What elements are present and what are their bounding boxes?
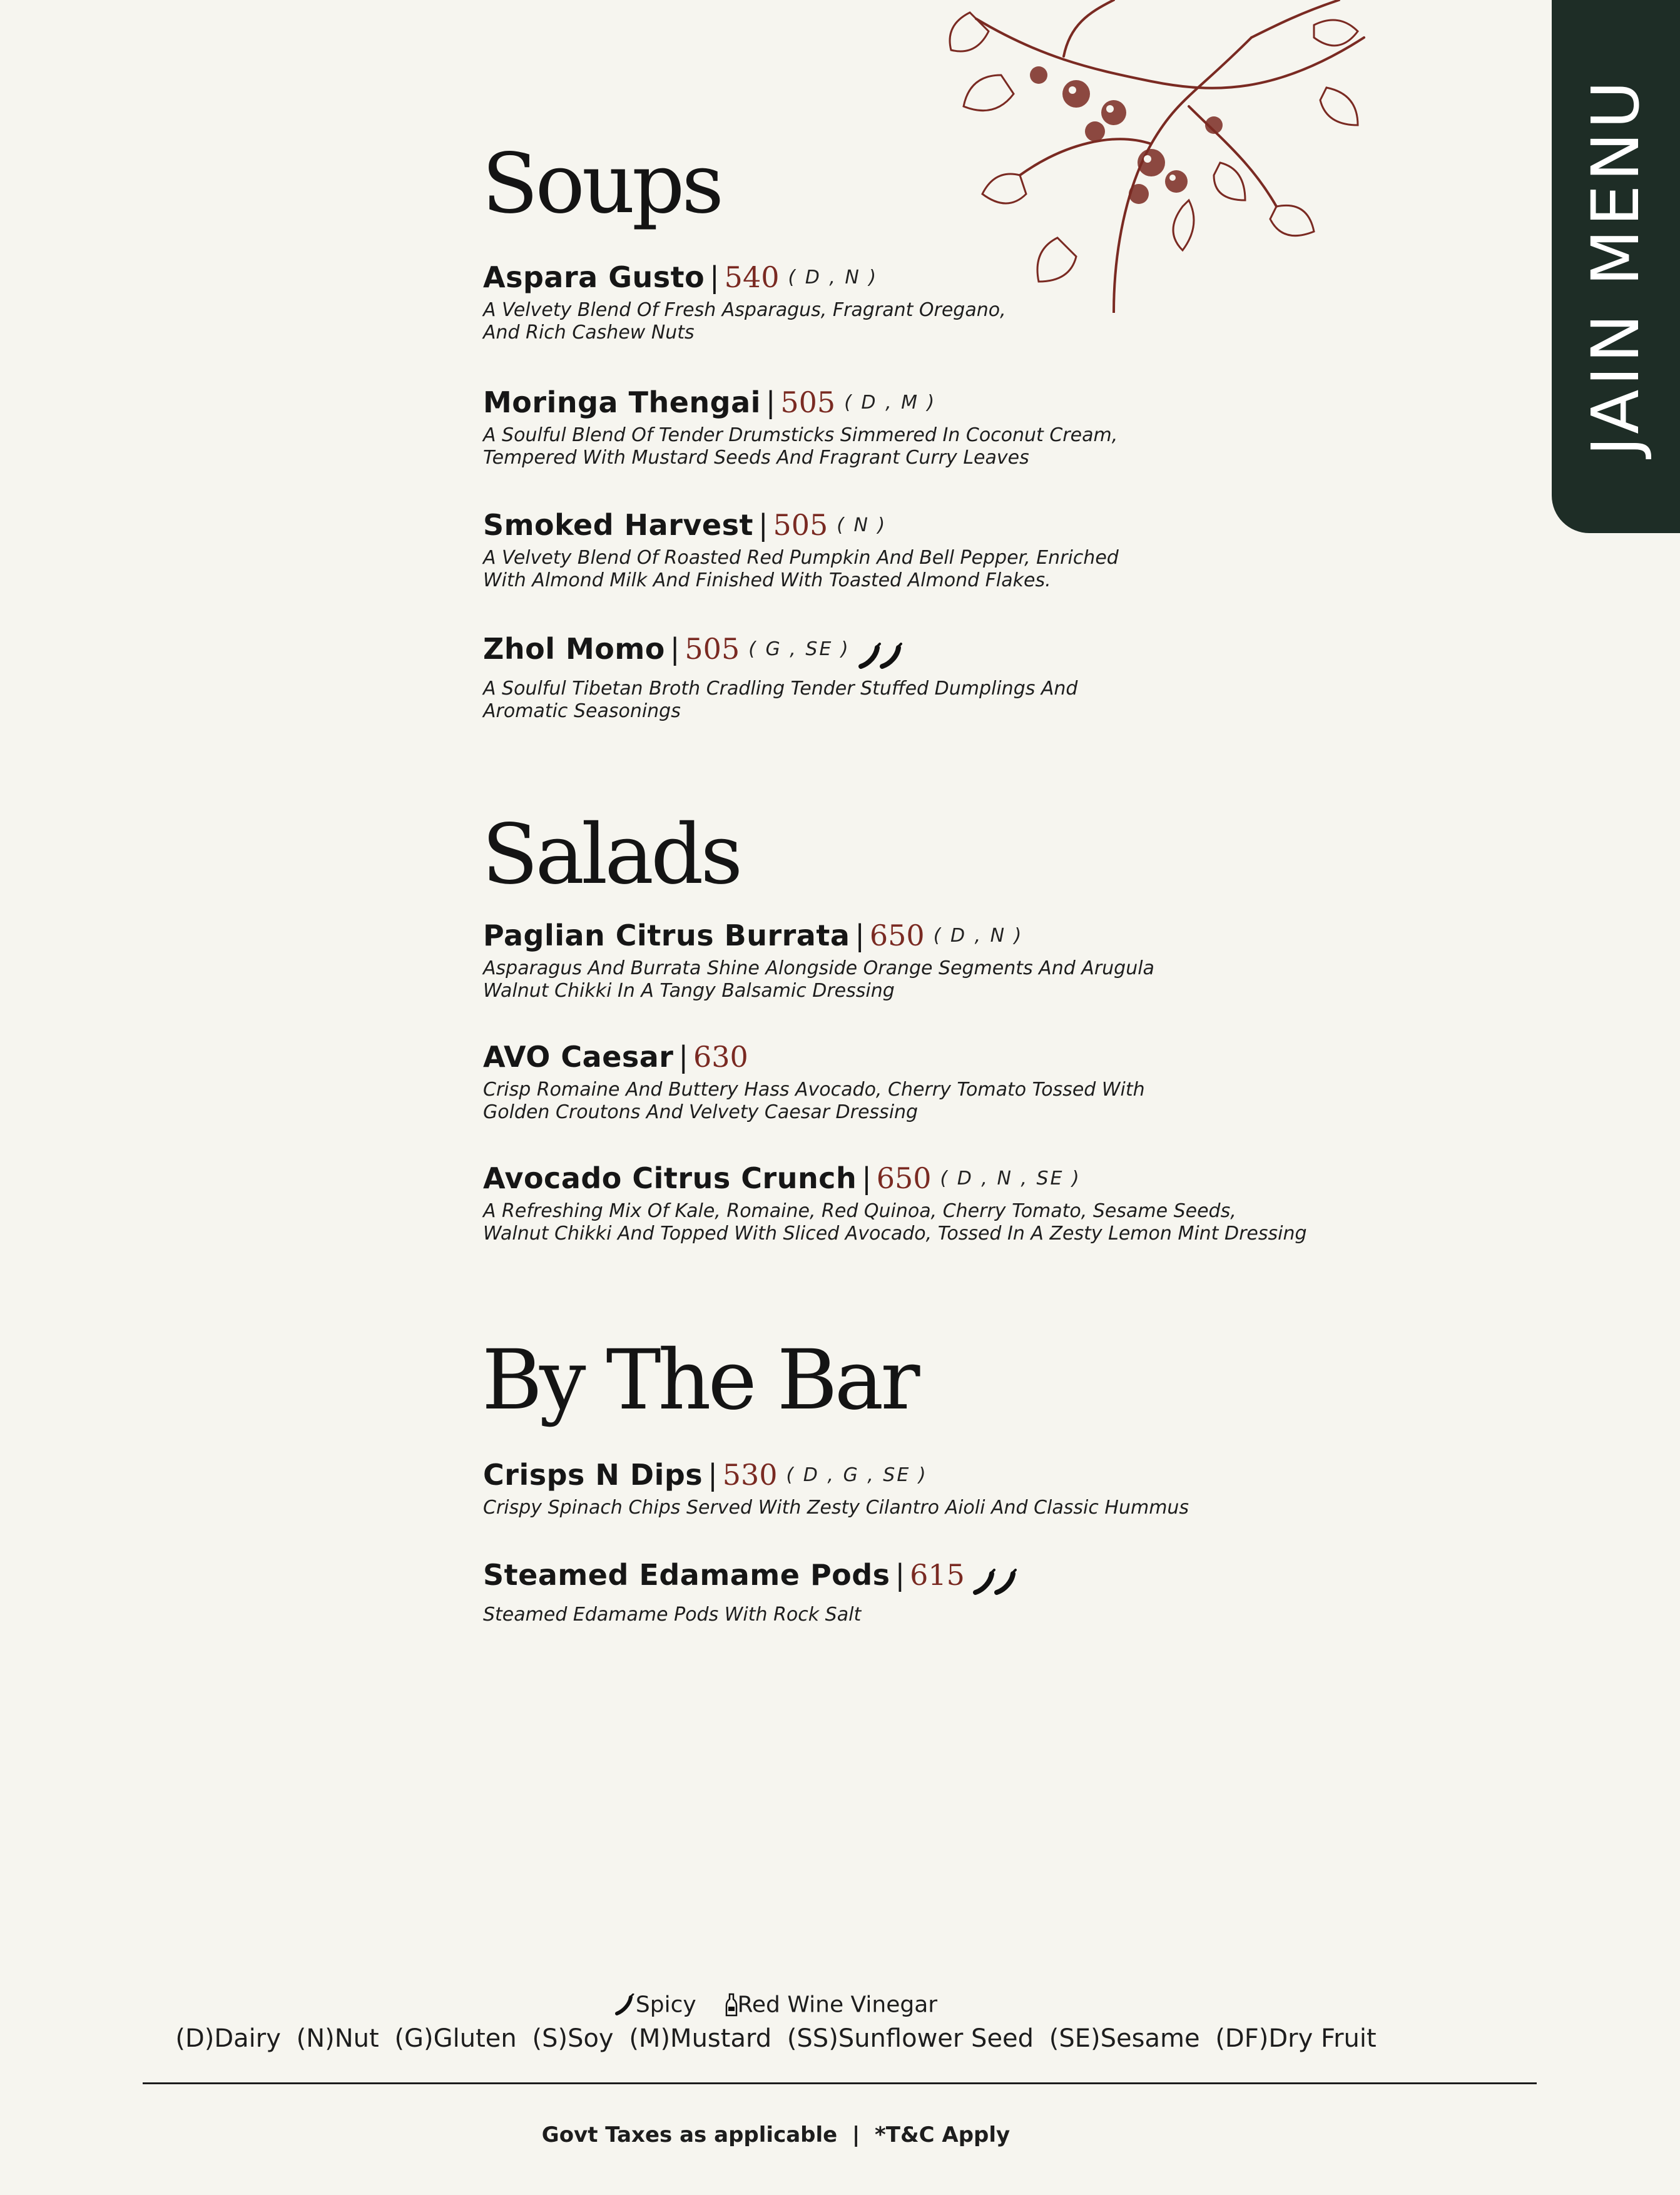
legend-code: (DF)Dry Fruit <box>1215 2024 1377 2053</box>
menu-item <box>483 1161 1422 1245</box>
item-desc-line: A Velvety Blend Of Fresh Asparagus, Fragrant Oregano, <box>483 299 1006 321</box>
item-desc-line: With Almond Milk And Finished With Toasted Almond Flakes. <box>483 569 1051 591</box>
item-name: Smoked Harvest <box>483 508 753 542</box>
item-allergens: ( D , N ) <box>788 267 878 288</box>
item-price: 530 <box>722 1458 778 1492</box>
menu-item <box>483 634 1422 723</box>
item-price: 615 <box>910 1558 965 1592</box>
chili-pepper-icon <box>972 1569 1017 1596</box>
item-allergens: ( D , N , SE ) <box>940 1168 1081 1189</box>
allergen-legend <box>0 2024 1552 2053</box>
separator: | <box>710 260 720 294</box>
legend-code: (S)Soy <box>532 2024 614 2053</box>
item-name: Avocado Citrus Crunch <box>483 1161 857 1195</box>
section-title-by-the-bar: By The Bar <box>482 1332 917 1429</box>
item-desc-line: Golden Croutons And Velvety Caesar Dressing <box>483 1101 919 1123</box>
item-desc-line: Walnut Chikki In A Tangy Balsamic Dressing <box>483 980 895 1002</box>
separator: | <box>862 1161 872 1195</box>
item-name: Zhol Momo <box>483 632 665 666</box>
item-desc-line: Asparagus And Burrata Shine Alongside Orange Segments And Arugula <box>483 957 1154 979</box>
side-tab-label: JAIN MENU <box>1577 77 1654 456</box>
legend-code: (M)Mustard <box>629 2024 772 2053</box>
item-desc-line: A Soulful Tibetan Broth Cradling Tender Stuffed Dumplings And <box>483 677 1078 700</box>
item-desc-line: Walnut Chikki And Topped With Sliced Avocado, Tossed In A Zesty Lemon Mint Dressing <box>483 1223 1307 1245</box>
item-name: Aspara Gusto <box>483 260 705 294</box>
item-price: 505 <box>780 385 836 419</box>
legend-vinegar: Red Wine Vinegar <box>737 1992 938 2018</box>
menu-item <box>483 1558 1422 1626</box>
item-allergens: ( D , M ) <box>844 392 937 414</box>
item-allergens: ( N ) <box>837 514 887 536</box>
item-desc-line: A Refreshing Mix Of Kale, Romaine, Red Quinoa, Cherry Tomato, Sesame Seeds, <box>483 1200 1236 1222</box>
separator: | <box>758 508 768 542</box>
chili-pepper-icon <box>857 643 902 670</box>
separator: | <box>708 1458 718 1492</box>
item-price: 505 <box>773 508 828 542</box>
divider <box>143 2082 1537 2084</box>
legend-code: (SS)Sunflower Seed <box>787 2024 1034 2053</box>
item-desc-line: And Rich Cashew Nuts <box>483 322 695 344</box>
item-desc-line: A Velvety Blend Of Roasted Red Pumpkin And Bell Pepper, Enriched <box>483 547 1119 569</box>
menu-item <box>483 1042 1422 1124</box>
legend-code: (D)Dairy <box>175 2024 281 2053</box>
item-allergens: ( D , G , SE ) <box>786 1464 928 1486</box>
chili-pepper-icon <box>614 1994 636 2016</box>
item-allergens: ( G , SE ) <box>748 638 850 660</box>
menu-item <box>483 260 1422 344</box>
item-desc-line: A Soulful Blend Of Tender Drumsticks Simmered In Coconut Cream, <box>483 424 1118 446</box>
separator: | <box>895 1558 905 1592</box>
menu-item <box>483 1460 1422 1519</box>
item-name: AVO Caesar <box>483 1040 674 1074</box>
separator: | <box>765 385 776 419</box>
item-price: 505 <box>685 632 740 666</box>
separator: | <box>855 919 865 952</box>
item-price: 630 <box>693 1040 748 1074</box>
item-name: Steamed Edamame Pods <box>483 1558 890 1592</box>
legend-spicy: Spicy <box>635 1992 696 2018</box>
item-name: Paglian Citrus Burrata <box>483 919 850 952</box>
side-tab <box>1552 0 1680 533</box>
item-desc-line: Crispy Spinach Chips Served With Zesty Cilantro Aioli And Classic Hummus <box>483 1497 1189 1519</box>
separator: | <box>669 632 680 666</box>
menu-item <box>483 385 1422 469</box>
item-price: 540 <box>724 260 780 294</box>
item-desc-line: Steamed Edamame Pods With Rock Salt <box>483 1603 862 1626</box>
separator: | <box>678 1040 688 1074</box>
item-price: 650 <box>876 1161 932 1195</box>
menu-item <box>483 508 1422 592</box>
item-name: Moringa Thengai <box>483 385 761 419</box>
menu-item <box>483 921 1422 1002</box>
legend-code: (N)Nut <box>296 2024 379 2053</box>
item-desc-line: Crisp Romaine And Buttery Hass Avocado, Cherry Tomato Tossed With <box>483 1079 1145 1101</box>
legend-icons <box>0 1991 1552 2018</box>
item-desc-line: Tempered With Mustard Seeds And Fragrant Curry Leaves <box>483 447 1029 469</box>
item-desc-line: Aromatic Seasonings <box>483 700 681 722</box>
section-title-salads: Salads <box>482 807 740 903</box>
legend-code: (SE)Sesame <box>1049 2024 1200 2053</box>
section-title-soups: Soups <box>482 136 721 232</box>
footer-note: Govt Taxes as applicable | *T&C Apply <box>541 2122 1011 2147</box>
legend-code: (G)Gluten <box>394 2024 517 2053</box>
item-allergens: ( D , N ) <box>933 925 1024 947</box>
item-name: Crisps N Dips <box>483 1458 703 1492</box>
item-price: 650 <box>869 919 925 952</box>
wine-bottle-icon <box>725 1993 738 2017</box>
